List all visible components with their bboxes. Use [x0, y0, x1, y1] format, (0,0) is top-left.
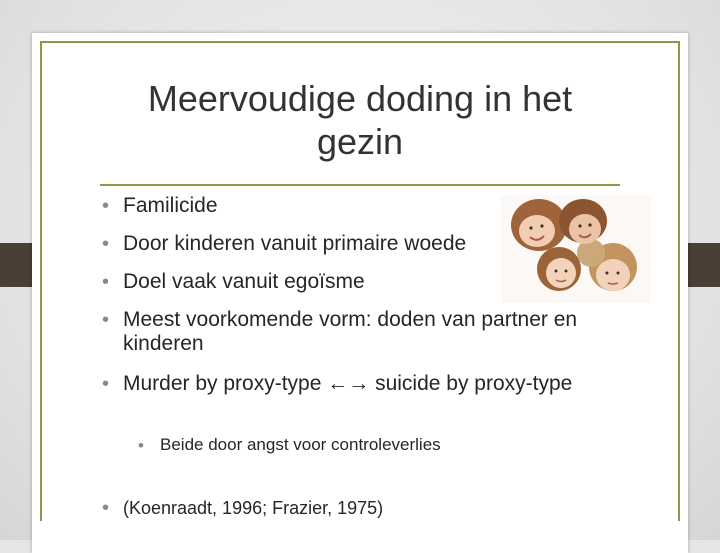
family-photo [501, 195, 651, 303]
bullet-dot: • [102, 271, 110, 293]
bullet-dot: • [102, 497, 110, 519]
bullet-dot: • [138, 436, 144, 455]
citation-text: (Koenraadt, 1996; Frazier, 1975) [123, 498, 384, 518]
title-divider [100, 184, 620, 186]
bullet-text: Meest voorkomende vorm: doden van partner en kinderen [123, 308, 578, 355]
family-photo-icon [501, 195, 651, 303]
bullet-dot: • [102, 373, 110, 395]
bullet-text: Door kinderen vanuit primaire woede [123, 232, 467, 255]
bullet-text: Familicide [123, 194, 218, 217]
sub-bullet-text: Beide door angst voor controleverlies [160, 435, 441, 454]
slide-title: Meervoudige doding in het gezin [147, 78, 573, 162]
bullet-dot: • [102, 233, 110, 255]
left-edge-tab [0, 243, 32, 287]
bullet-dot: • [102, 195, 110, 217]
bullet-text: Doel vaak vanuit egoïsme [123, 270, 365, 293]
right-edge-tab [688, 243, 720, 287]
bullet-dot: • [102, 309, 110, 331]
bullet-text: Murder by proxy-type ←→ suicide by proxy-type [123, 372, 573, 395]
